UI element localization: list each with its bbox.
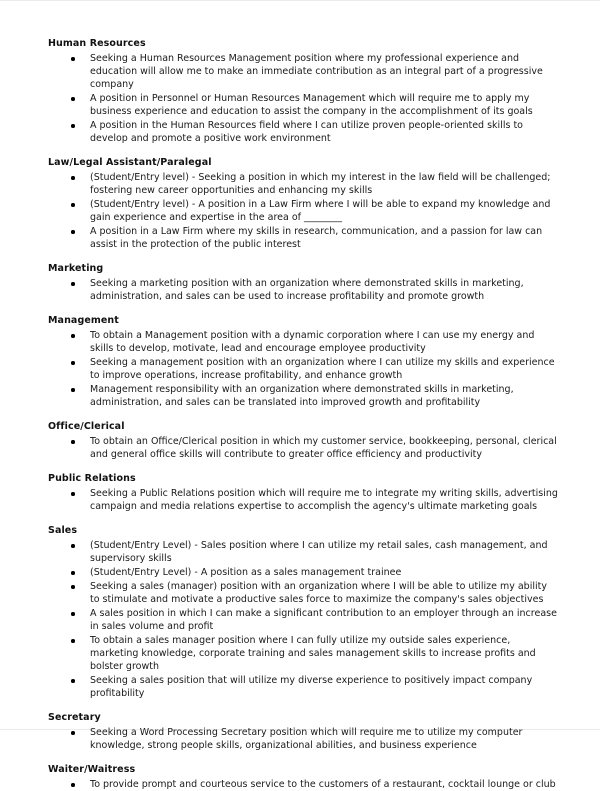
- objective-item: To obtain a sales manager position where I can fully utilize my outside sales experience, marketing knowledge, corporate training and sales management skills to increase profits and bolster growth: [48, 634, 558, 673]
- objective-section: [48, 420, 558, 461]
- section-heading: Human Resources: [48, 38, 146, 49]
- objective-list: [48, 277, 558, 303]
- objective-item: A position in a Law Firm where my skills in research, communication, and a passion for law can assist in the protection of the public interest: [48, 225, 558, 251]
- objective-item: Seeking a Word Processing Secretary position which will require me to utilize my computer knowledge, strong people skills, organizational abilities, and business experience: [48, 726, 558, 752]
- objective-item: Seeking a Human Resources Management position where my professional experience and education will allow me to make an immediate contribution as an integral part of a progressive company: [48, 52, 558, 91]
- objective-item: To obtain a Management position with a dynamic corporation where I can use my energy and skills to develop, motivate, lead and encourage employee productivity: [48, 329, 558, 355]
- objective-section: [48, 763, 558, 791]
- objective-section: [48, 262, 558, 303]
- objective-item: (Student/Entry Level) - A position as a sales management trainee: [48, 566, 558, 579]
- objective-section: [48, 156, 558, 251]
- objective-item: (Student/Entry Level) - Sales position where I can utilize my retail sales, cash management, and supervisory skills: [48, 539, 558, 565]
- objective-section: [48, 711, 558, 752]
- section-heading: Sales: [48, 525, 78, 536]
- objective-item: Seeking a marketing position with an organization where demonstrated skills in marketing, administration, and sales can be used to increase profitability and promote growth: [48, 277, 558, 303]
- objective-item: (Student/Entry level) - Seeking a position in which my interest in the law field will be challenged; fostering new career opportunities and enhancing my skills: [48, 171, 558, 197]
- objective-item: To obtain an Office/Clerical position in which my customer service, bookkeeping, personal, clerical and general office skills will contribute to greater office efficiency and productivity: [48, 435, 558, 461]
- objective-section: [48, 472, 558, 513]
- objective-item: To provide prompt and courteous service to the customers of a restaurant, cocktail lounge or club: [48, 778, 558, 791]
- section-heading: Public Relations: [48, 473, 136, 484]
- objective-item: Management responsibility with an organization where demonstrated skills in marketing, administration, and sales can be translated into improved growth and profitability: [48, 383, 558, 409]
- objective-item: Seeking a sales (manager) position with an organization where I will be able to utilize my ability to stimulate and motivate a productive sales force to maximize the company's sales objectives: [48, 580, 558, 606]
- section-heading: Secretary: [48, 712, 101, 723]
- objective-item: Seeking a sales position that will utilize my diverse experience to positively impact company profitability: [48, 674, 558, 700]
- objective-list: [48, 487, 558, 513]
- objective-item: A position in the Human Resources field where I can utilize proven people-oriented skills to develop and promote a positive work environment: [48, 119, 558, 145]
- objective-item: Seeking a Public Relations position which will require me to integrate my writing skills, advertising campaign and media relations expertise to accomplish the agency's ultimate marketing goals: [48, 487, 558, 513]
- objective-section: [48, 37, 558, 145]
- objective-section: [48, 524, 558, 700]
- section-heading: Waiter/Waitress: [48, 764, 136, 775]
- objective-list: [48, 539, 558, 700]
- objective-list: [48, 171, 558, 251]
- section-heading: Law/Legal Assistant/Paralegal: [48, 157, 212, 168]
- objective-list: [48, 329, 558, 409]
- section-heading: Marketing: [48, 263, 104, 274]
- section-heading: Office/Clerical: [48, 421, 125, 432]
- objective-section: [48, 314, 558, 409]
- objective-list: [48, 778, 558, 791]
- objective-item: A sales position in which I can make a significant contribution to an employer through an increase in sales volume and profit: [48, 607, 558, 633]
- section-heading: Management: [48, 315, 119, 326]
- objective-item: A position in Personnel or Human Resources Management which will require me to apply my business experience and education to assist the company in the accomplishment of its goals: [48, 92, 558, 118]
- objective-item: Seeking a management position with an organization where I can utilize my skills and experience to improve operations, increase profitability, and enhance growth: [48, 356, 558, 382]
- objective-item: (Student/Entry level) - A position in a Law Firm where I will be able to expand my knowledge and gain experience and expertise in the area of ________: [48, 198, 558, 224]
- objective-list: [48, 726, 558, 752]
- objective-list: [48, 52, 558, 145]
- objective-list: [48, 435, 558, 461]
